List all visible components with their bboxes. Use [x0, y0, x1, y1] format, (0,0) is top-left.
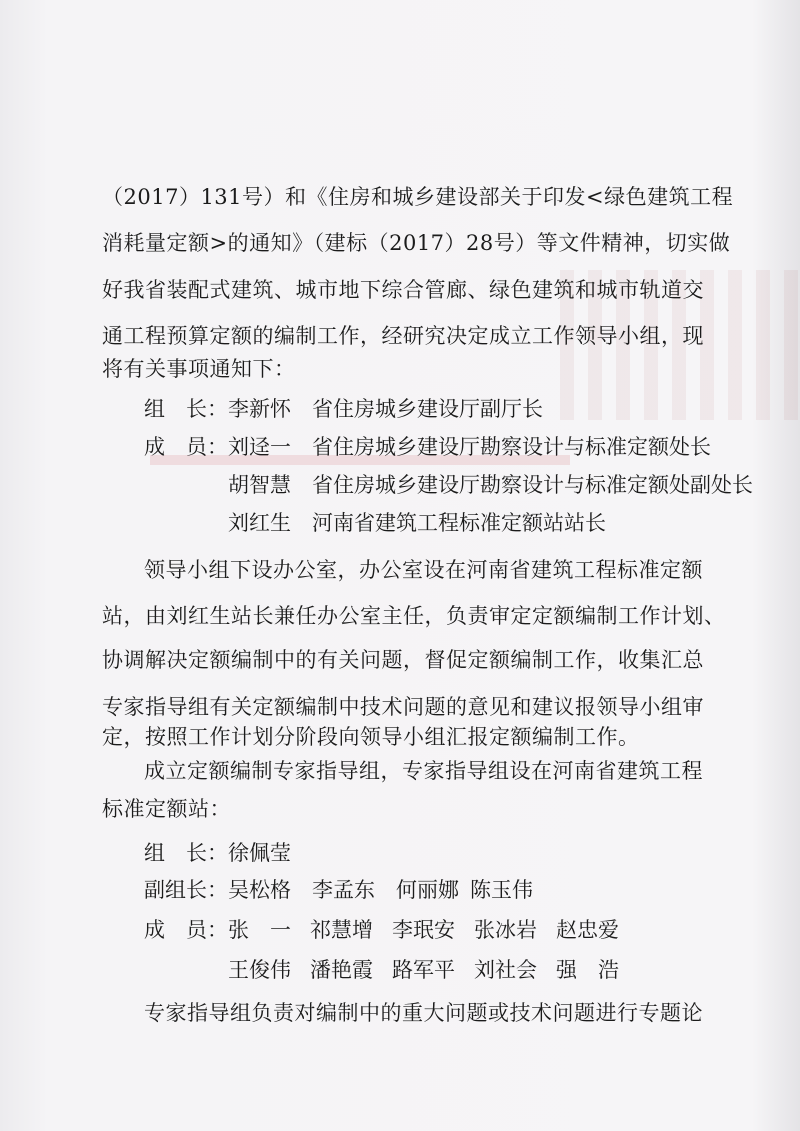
expert-member-8: 路军平	[392, 958, 455, 982]
expert-member-2: 祁慧增	[310, 918, 373, 942]
expert-member-6: 王俊伟	[228, 958, 291, 982]
member-name-3: 刘红生	[228, 511, 291, 535]
members-label: 成 员：	[144, 435, 228, 459]
deputy-name-1: 吴松格	[228, 878, 291, 902]
final-line: 专家指导组负责对编制中的重大问题或技术问题进行专题论	[144, 1001, 703, 1025]
member-title-1: 省住房城乡建设厅勘察设计与标准定额处长	[312, 435, 711, 459]
expert-line-2: 标准定额站：	[102, 797, 231, 821]
office-line-5: 定，按照工作计划分阶段向领导小组汇报定额编制工作。	[102, 725, 640, 749]
leader-title: 省住房城乡建设厅副厅长	[312, 397, 543, 421]
body-line-2: 消耗量定额>的通知》（建标（2017）28号）等文件精神，切实做	[102, 231, 731, 255]
body-line-5: 将有关事项通知下：	[102, 357, 296, 381]
body-line-1: （2017）131号）和《住房和城乡建设部关于印发<绿色建筑工程	[102, 185, 734, 209]
expert-member-9: 刘社会	[474, 958, 537, 982]
expert-member-10: 强 浩	[556, 958, 619, 982]
expert-member-4: 张冰岩	[474, 918, 537, 942]
expert-member-5: 赵忠爱	[556, 918, 619, 942]
body-line-3: 好我省装配式建筑、城市地下综合管廊、绿色建筑和城市轨道交	[102, 278, 704, 302]
member-name-1: 刘迳一	[228, 435, 291, 459]
body-line-4: 通工程预算定额的编制工作，经研究决定成立工作领导小组，现	[102, 324, 704, 348]
deputy-label: 副组长：	[144, 878, 228, 902]
expert-member-3: 李珉安	[392, 918, 455, 942]
deputy-name-4: 陈玉伟	[470, 878, 533, 902]
deputy-name-3: 何丽娜	[396, 878, 459, 902]
office-line-2: 站，由刘红生站长兼任办公室主任，负责审定定额编制工作计划、	[102, 604, 726, 628]
office-line-1: 领导小组下设办公室，办公室设在河南省建筑工程标准定额	[144, 558, 703, 582]
member-name-2: 胡智慧	[228, 473, 291, 497]
office-line-4: 专家指导组有关定额编制中技术问题的意见和建议报领导小组审	[102, 695, 704, 719]
office-line-3: 协调解决定额编制中的有关问题，督促定额编制工作，收集汇总	[102, 648, 704, 672]
expert-members-label: 成 员：	[144, 918, 228, 942]
member-title-2: 省住房城乡建设厅勘察设计与标准定额处副处长	[312, 473, 753, 497]
member-title-3: 河南省建筑工程标准定额站站长	[312, 511, 606, 535]
deputy-name-2: 李孟东	[312, 878, 375, 902]
expert-member-7: 潘艳霞	[310, 958, 373, 982]
leader-name: 李新怀	[228, 397, 291, 421]
expert-leader-name: 徐佩莹	[228, 841, 291, 865]
expert-leader-label: 组 长：	[144, 841, 228, 865]
expert-member-1: 张 一	[228, 918, 291, 942]
expert-line-1: 成立定额编制专家指导组，专家指导组设在河南省建筑工程	[144, 759, 703, 783]
leader-label: 组 长：	[144, 397, 228, 421]
